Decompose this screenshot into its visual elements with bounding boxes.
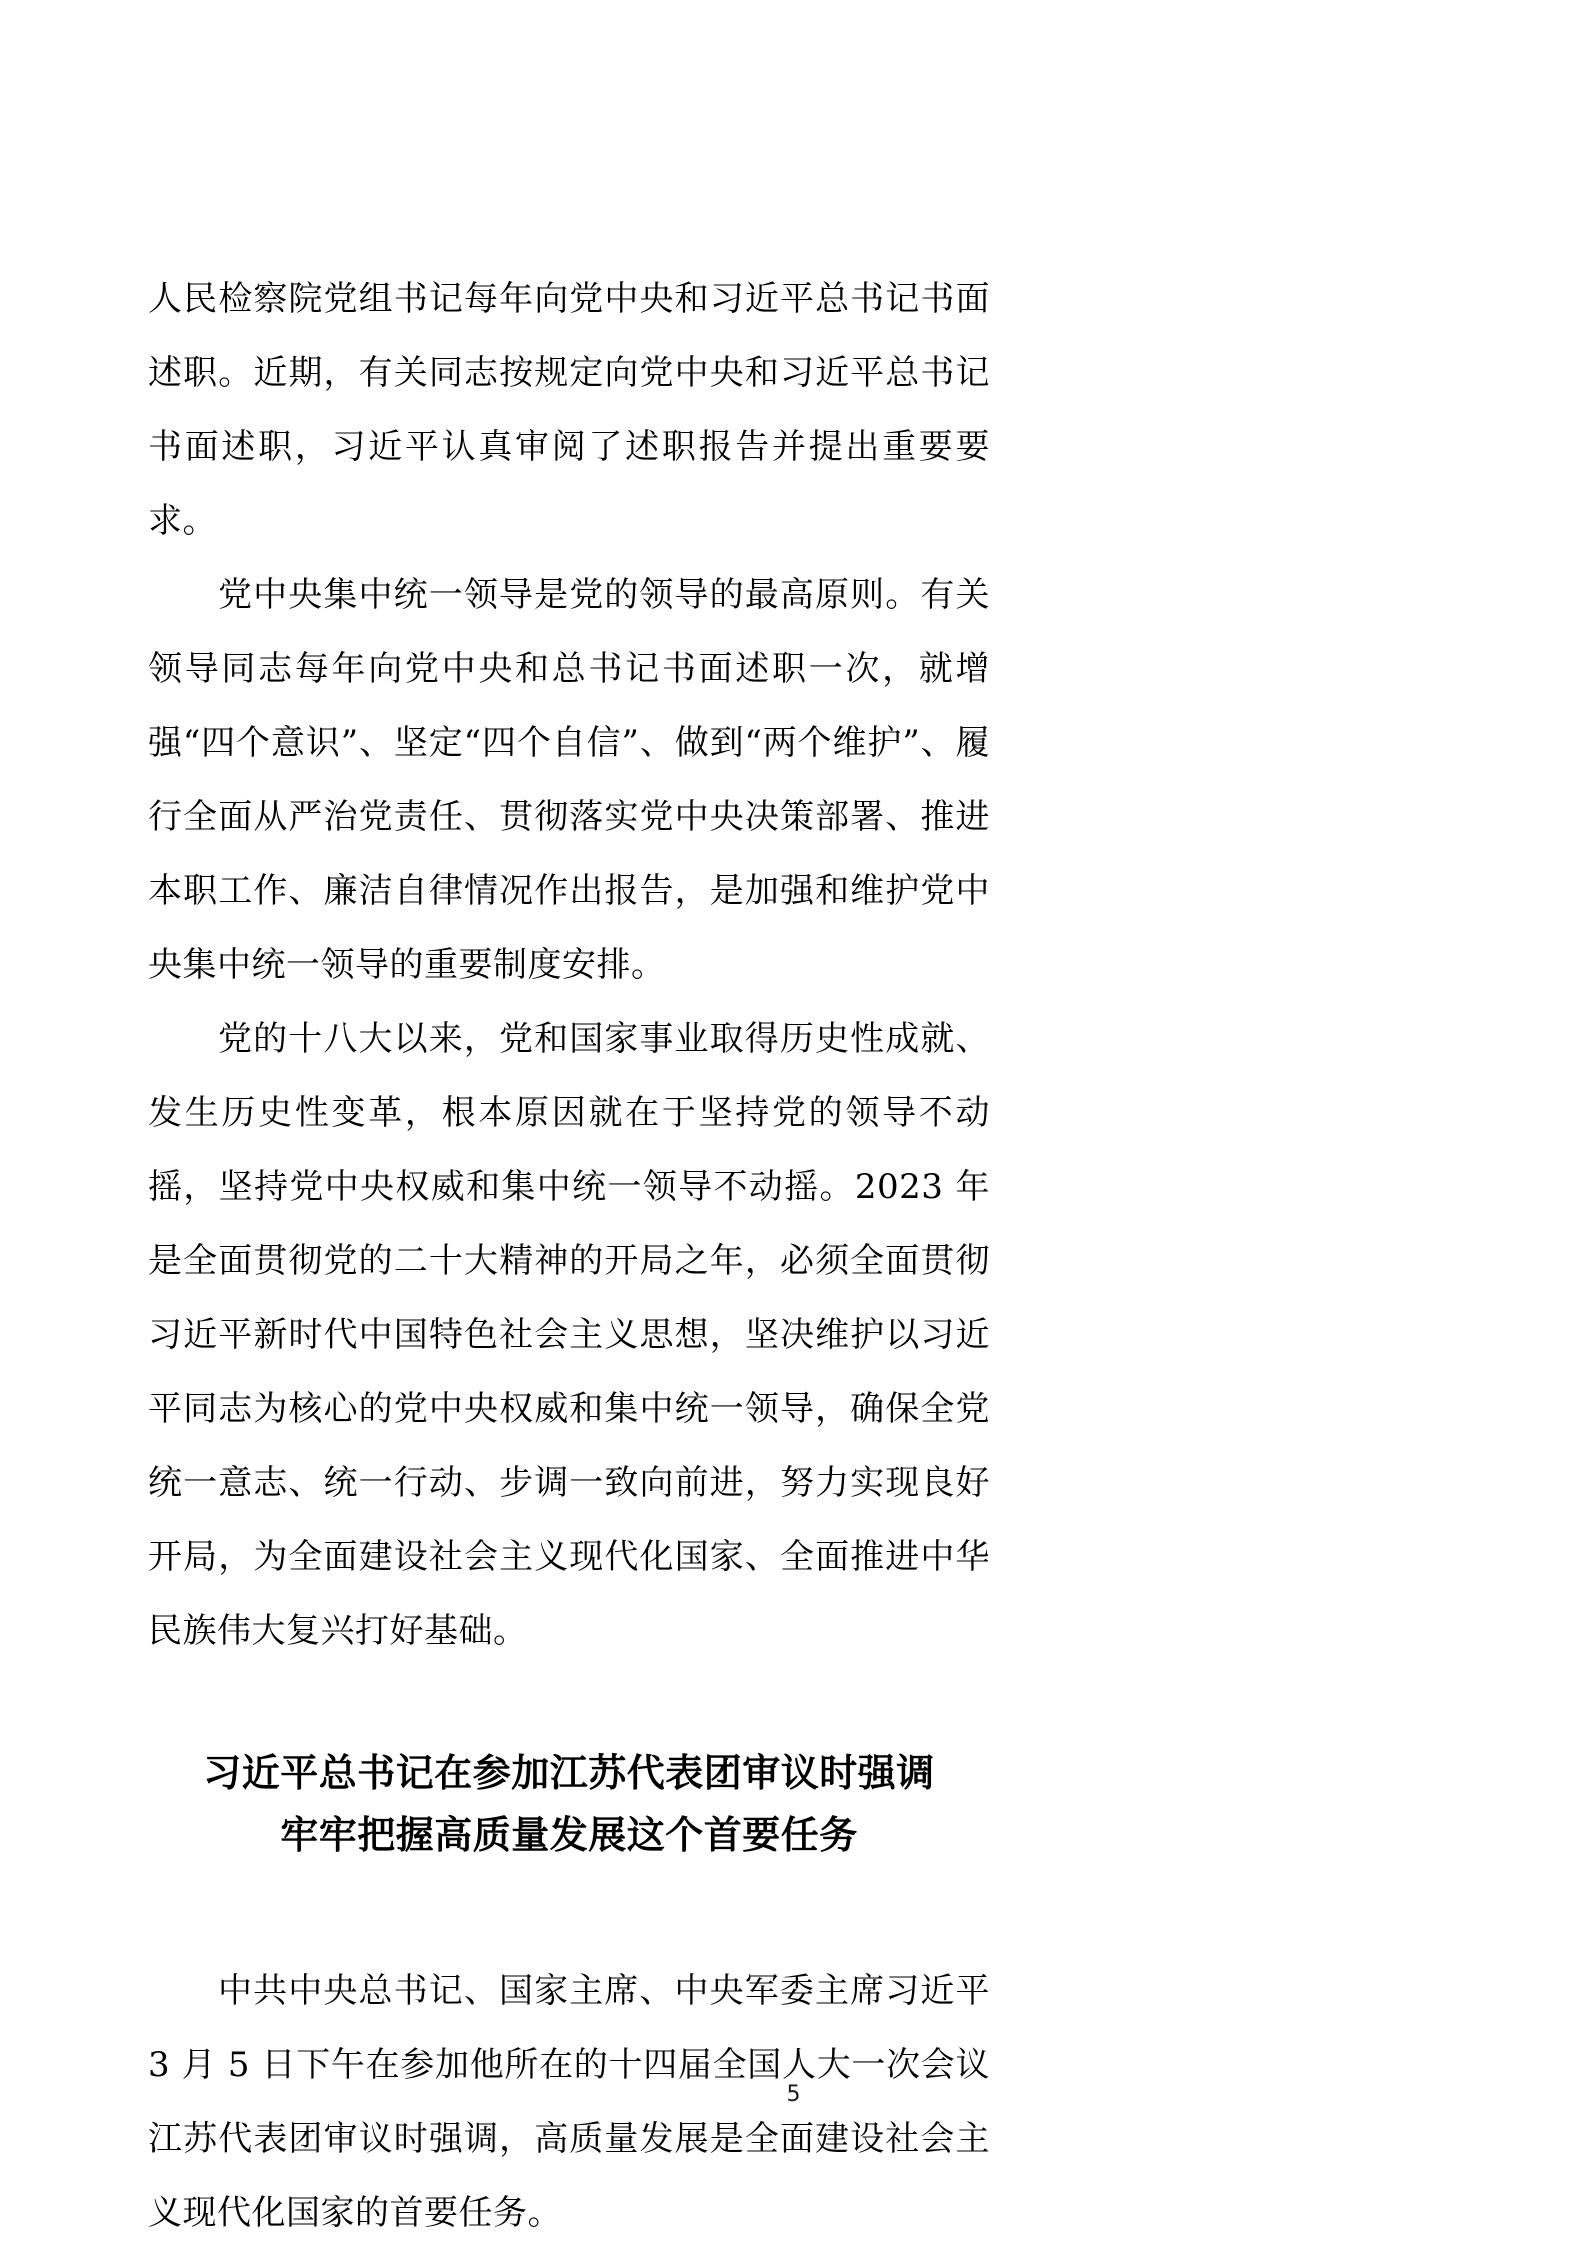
page-number: 5: [786, 2082, 801, 2107]
paragraph-3: 党的十八大以来，党和国家事业取得历史性成就、发生历史性变革，根本原因就在于坚持党的领导不动摇，坚持党中央权威和集中统一领导不动摇。2023 年是全面贯彻党的二十大精神的开局之年，必须全面贯彻习近平新时代中国特色社会主义思想，坚决维护以习近平同志为核心的党中央权威和集中统一领导，确保全党统一意志、统一行动、步调一致向前进，努力实现良好开局，为全面建设社会主义现代化国家、全面推进中华民族伟大复兴打好基础。: [148, 1019, 990, 1651]
heading-spacer: [148, 1876, 990, 1954]
paragraph-1: 人民检察院党组书记每年向党中央和习近平总书记书面述职。近期，有关同志按规定向党中央和习近平总书记书面述职，习近平认真审阅了述职报告并提出重要要求。: [148, 279, 990, 541]
paragraph-2: 党中央集中统一领导是党的领导的最高原则。有关领导同志每年向党中央和总书记书面述职一次，就增强“四个意识”、坚定“四个自信”、做到“两个维护”、履行全面从严治党责任、贯彻落实党中央决策部署、推进本职工作、廉洁自律情况作出报告，是加强和维护党中央集中统一领导的重要制度安排。: [148, 575, 990, 985]
section-heading: [148, 1742, 990, 1866]
paragraph-4: 中共中央总书记、国家主席、中央军委主席习近平 3 月 5 日下午在参加他所在的十四届全国人大一次会议江苏代表团审议时强调，高质量发展是全面建设社会主义现代化国家的首要任务。: [148, 1971, 990, 2233]
document-content: [148, 262, 990, 2245]
section-heading-line-2: 牢牢把握高质量发展这个首要任务: [280, 1812, 858, 1857]
section-heading-line-1: 习近平总书记在参加江苏代表团审议时强调: [203, 1750, 935, 1795]
